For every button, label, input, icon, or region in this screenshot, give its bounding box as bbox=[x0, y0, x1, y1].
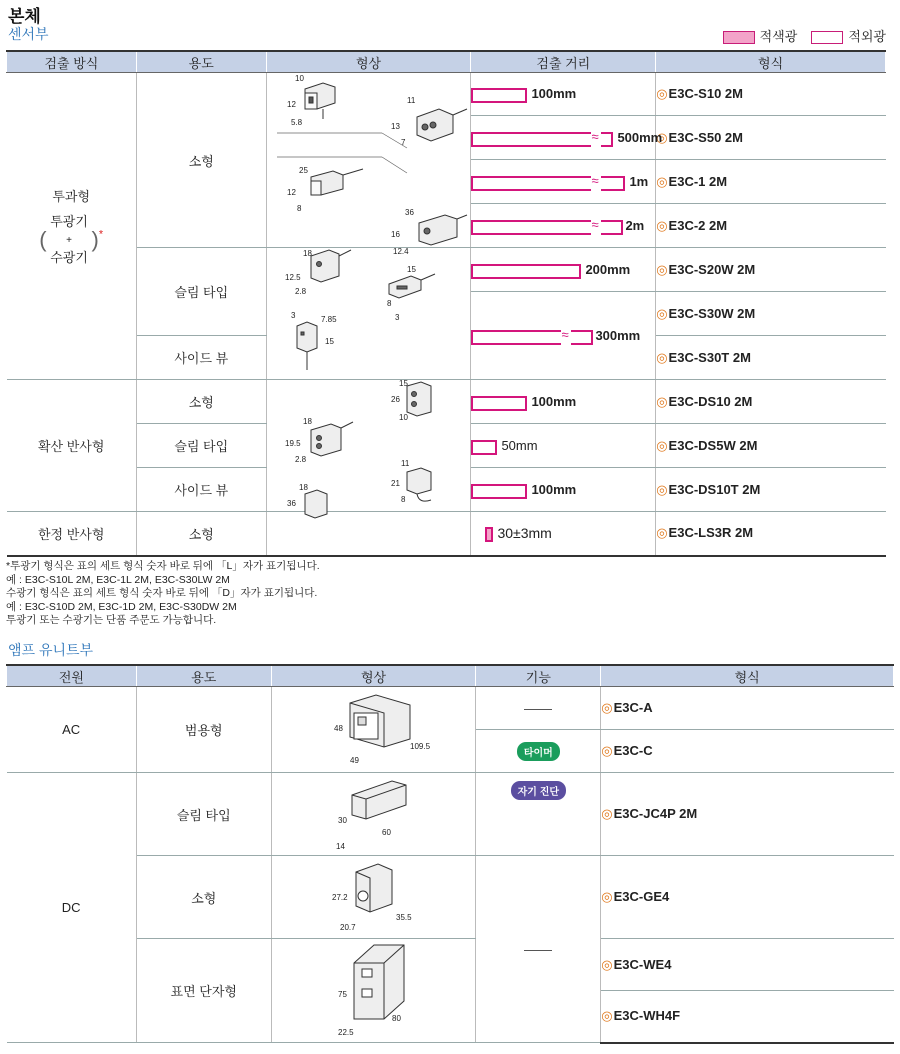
model-cell: ◎ E3C-DS10T 2M bbox=[656, 468, 886, 512]
dim-a-0: 10 bbox=[294, 74, 304, 83]
distance-label: 30±3mm bbox=[497, 525, 552, 542]
dim-amp-d-2: 22.5 bbox=[337, 1028, 354, 1037]
model-cell: ◎ E3C-GE4 bbox=[601, 856, 894, 939]
amp-shape-general bbox=[271, 687, 476, 773]
beam-bar-red bbox=[485, 527, 493, 542]
use-side: 사이드 뷰 bbox=[136, 336, 266, 380]
amp-shape-surface bbox=[271, 939, 476, 1043]
dim-e-2: 2.8 bbox=[294, 287, 306, 296]
method-diffuse: 확산 반사형 bbox=[7, 380, 137, 512]
beam-bar-tail bbox=[571, 330, 593, 345]
sensor-drawings-diffuse bbox=[267, 380, 472, 512]
dim-i-2: 2.8 bbox=[294, 455, 306, 464]
legend bbox=[723, 26, 886, 45]
timer-badge: 타이머 bbox=[517, 742, 560, 761]
model-cell: ◎ E3C-S50 2M bbox=[656, 116, 886, 160]
model-cell: ◎ E3C-2 2M bbox=[656, 204, 886, 248]
through-beam-sub: ( 투광기 + 수광기 )* bbox=[39, 214, 104, 265]
amp-shape-small bbox=[271, 856, 476, 939]
distance-cell bbox=[471, 468, 656, 512]
method-limited: 한정 반사형 bbox=[7, 512, 137, 556]
distance-cell bbox=[471, 73, 656, 116]
dim-c-1: 12 bbox=[286, 188, 296, 197]
dim-c-0: 25 bbox=[298, 166, 308, 175]
function-cell bbox=[476, 730, 601, 773]
table-row bbox=[7, 380, 886, 424]
distance-cell bbox=[471, 512, 656, 556]
dim-k-0: 18 bbox=[298, 483, 308, 492]
dim-amp-d-0: 75 bbox=[337, 990, 347, 999]
dim-f-0: 15 bbox=[406, 265, 416, 274]
dim-amp-a-2: 49 bbox=[349, 756, 359, 765]
amp-shape-slim bbox=[271, 773, 476, 856]
distance-cell bbox=[471, 292, 656, 380]
table-row bbox=[7, 939, 894, 991]
dim-b-0: 11 bbox=[406, 96, 415, 105]
use-small: 소형 bbox=[136, 856, 271, 939]
dim-amp-c-1: 35.5 bbox=[395, 913, 412, 922]
use-surface: 표면 단자형 bbox=[136, 939, 271, 1043]
use-slim: 슬림 타입 bbox=[136, 424, 266, 468]
beam-bar bbox=[471, 440, 497, 455]
use-small: 소형 bbox=[136, 73, 266, 248]
col-shape: 형상 bbox=[266, 51, 471, 73]
distance-label: 2m bbox=[625, 217, 645, 233]
col-model: 형식 bbox=[601, 665, 894, 687]
distance-label: 200mm bbox=[585, 261, 631, 277]
dim-j-0: 11 bbox=[400, 459, 409, 468]
dim-h-0: 15 bbox=[398, 379, 408, 388]
model-cell: ◎ E3C-C bbox=[601, 730, 894, 773]
beam-bar-tail bbox=[601, 220, 623, 235]
model-cell: ◎ E3C-JC4P 2M bbox=[601, 773, 894, 856]
dim-amp-a-0: 48 bbox=[333, 724, 343, 733]
beam-bar bbox=[471, 396, 527, 411]
function-cell bbox=[476, 773, 601, 856]
dim-j-2: 8 bbox=[400, 495, 406, 504]
dim-j-1: 21 bbox=[390, 479, 400, 488]
distance-label: 100mm bbox=[531, 481, 577, 497]
legend-red-swatch bbox=[723, 31, 755, 44]
distance-cell bbox=[471, 160, 656, 204]
dim-i-1: 19.5 bbox=[284, 439, 301, 448]
page-heading: 본체 bbox=[8, 7, 41, 26]
col-model: 형식 bbox=[656, 51, 886, 73]
dim-c-2: 8 bbox=[296, 204, 302, 213]
beam-bar bbox=[471, 330, 561, 345]
dim-h-2: 10 bbox=[398, 413, 408, 422]
amp-drawing-b bbox=[272, 773, 477, 855]
dim-amp-b-0: 30 bbox=[337, 816, 347, 825]
beam-bar-tail bbox=[601, 176, 625, 191]
dim-f-1: 8 bbox=[386, 299, 392, 308]
dash-icon bbox=[524, 709, 552, 710]
dim-i-0: 18 bbox=[302, 417, 312, 426]
dim-amp-a-1: 109.5 bbox=[409, 742, 430, 751]
beam-bar bbox=[471, 220, 591, 235]
model-cell: ◎ E3C-A bbox=[601, 687, 894, 730]
dim-g-0: 3 bbox=[290, 311, 296, 320]
dim-k-1: 36 bbox=[286, 499, 296, 508]
dim-a-2: 5.8 bbox=[290, 118, 302, 127]
model-cell: ◎ E3C-S30T 2M bbox=[656, 336, 886, 380]
footnotes bbox=[6, 560, 320, 628]
dim-b-1: 13 bbox=[390, 122, 400, 131]
table-row bbox=[7, 856, 894, 939]
break-mark: ≈ bbox=[591, 216, 599, 232]
table-row bbox=[7, 73, 886, 116]
table-row bbox=[7, 687, 894, 730]
col-power: 전원 bbox=[7, 665, 137, 687]
distance-cell bbox=[471, 248, 656, 292]
dim-amp-c-0: 27.2 bbox=[331, 893, 348, 902]
col-use: 용도 bbox=[136, 51, 266, 73]
dim-h-1: 26 bbox=[390, 395, 400, 404]
beam-bar bbox=[471, 264, 581, 279]
distance-label: 1m bbox=[629, 173, 649, 189]
distance-label: 100mm bbox=[531, 86, 577, 101]
dash-icon bbox=[524, 950, 552, 951]
power-dc: DC bbox=[7, 773, 137, 1043]
break-mark: ≈ bbox=[591, 172, 599, 188]
use-small: 소형 bbox=[136, 512, 266, 556]
amp-drawing-c bbox=[272, 856, 477, 938]
amp-header-row bbox=[7, 665, 894, 687]
beam-bar bbox=[471, 132, 591, 147]
use-slim: 슬림 타입 bbox=[136, 248, 266, 336]
dim-e-0: 18 bbox=[302, 249, 312, 258]
use-side: 사이드 뷰 bbox=[136, 468, 266, 512]
table-row bbox=[7, 512, 886, 556]
distance-label: 100mm bbox=[531, 393, 577, 409]
dim-e-1: 12.5 bbox=[284, 273, 301, 282]
beam-bar bbox=[471, 484, 527, 499]
beam-bar bbox=[471, 88, 527, 103]
model-cell: ◎ E3C-WE4 bbox=[601, 939, 894, 991]
dim-f-2: 3 bbox=[394, 313, 400, 322]
dim-g-1: 7.85 bbox=[320, 315, 337, 324]
amp-table bbox=[6, 664, 894, 1044]
model-cell: ◎ E3C-LS3R 2M bbox=[656, 512, 886, 556]
note-line: *투광기 형식은 표의 세트 형식 숫자 바로 뒤에 「L」자가 표기됩니다. bbox=[6, 560, 320, 572]
distance-cell bbox=[471, 424, 656, 468]
distance-cell bbox=[471, 380, 656, 424]
amp-drawing-a bbox=[272, 691, 477, 771]
dim-a-1: 12 bbox=[286, 100, 296, 109]
use-small: 소형 bbox=[136, 380, 266, 424]
amp-drawing-d bbox=[272, 939, 477, 1041]
table-row bbox=[7, 248, 886, 292]
shape-cell-slim bbox=[266, 248, 471, 380]
distance-label: 300mm bbox=[595, 327, 641, 343]
model-cell: ◎ E3C-WH4F bbox=[601, 991, 894, 1043]
dim-d-2: 12.4 bbox=[392, 247, 409, 256]
distance-cell bbox=[471, 116, 663, 160]
break-mark: ≈ bbox=[561, 326, 569, 342]
note-line: 투광기 또는 수광기는 단품 주문도 가능합니다. bbox=[6, 614, 217, 626]
through-beam-label: 투과형 bbox=[52, 189, 91, 204]
power-ac: AC bbox=[7, 687, 137, 773]
use-general: 범용형 bbox=[136, 687, 271, 773]
dim-g-2: 15 bbox=[324, 337, 334, 346]
dim-amp-b-2: 14 bbox=[335, 842, 345, 851]
function-cell bbox=[476, 856, 601, 1043]
col-function: 기능 bbox=[476, 665, 601, 687]
amp-section-title: 앰프 유니트부 bbox=[8, 642, 94, 658]
note-line: 예 : E3C-S10L 2M, E3C-1L 2M, E3C-S30LW 2M bbox=[6, 573, 230, 586]
col-use: 용도 bbox=[136, 665, 271, 687]
model-cell: ◎ E3C-1 2M bbox=[656, 160, 886, 204]
break-mark: ≈ bbox=[591, 128, 599, 144]
sensor-table bbox=[6, 50, 886, 557]
note-line: 예 : E3C-S10D 2M, E3C-1D 2M, E3C-S30DW 2M bbox=[6, 600, 237, 613]
model-cell: ◎ E3C-S10 2M bbox=[656, 73, 886, 116]
shape-cell-diffuse bbox=[266, 380, 471, 512]
dim-b-2: 7 bbox=[400, 138, 406, 147]
dim-amp-b-1: 60 bbox=[381, 828, 391, 837]
model-cell: ◎ E3C-S20W 2M bbox=[656, 248, 886, 292]
legend-ir: 적외광 bbox=[811, 26, 886, 45]
shape-cell-limited bbox=[266, 512, 471, 556]
col-method: 검출 방식 bbox=[7, 51, 137, 73]
distance-label: 500mm bbox=[617, 129, 663, 145]
note-line: 수광기 형식은 표의 세트 형식 숫자 바로 뒤에 「D」자가 표기됩니다. bbox=[6, 587, 318, 599]
sensor-header-row bbox=[7, 51, 886, 73]
col-shape: 형상 bbox=[271, 665, 476, 687]
use-slim: 슬림 타입 bbox=[136, 773, 271, 856]
dim-amp-d-1: 80 bbox=[391, 1014, 401, 1023]
dim-amp-c-2: 20.7 bbox=[339, 923, 356, 932]
sensor-section-title: 센서부 bbox=[8, 26, 49, 42]
distance-label: 50mm bbox=[501, 437, 538, 453]
self-diagnosis-badge: 자기 진단 bbox=[511, 781, 566, 800]
dim-d-1: 16 bbox=[390, 230, 400, 239]
function-cell bbox=[476, 687, 601, 730]
method-through-beam bbox=[7, 73, 137, 380]
dim-d-0: 36 bbox=[404, 208, 414, 217]
legend-ir-swatch bbox=[811, 31, 843, 44]
model-cell: ◎ E3C-DS10 2M bbox=[656, 380, 886, 424]
legend-red: 적색광 bbox=[723, 26, 798, 45]
sensor-drawings-slim bbox=[267, 248, 472, 378]
beam-bar bbox=[471, 176, 591, 191]
distance-cell bbox=[471, 204, 656, 248]
model-cell: ◎ E3C-S30W 2M bbox=[656, 292, 886, 336]
beam-bar-tail bbox=[601, 132, 613, 147]
model-cell: ◎ E3C-DS5W 2M bbox=[656, 424, 886, 468]
col-distance: 검출 거리 bbox=[471, 51, 656, 73]
table-row bbox=[7, 773, 894, 856]
